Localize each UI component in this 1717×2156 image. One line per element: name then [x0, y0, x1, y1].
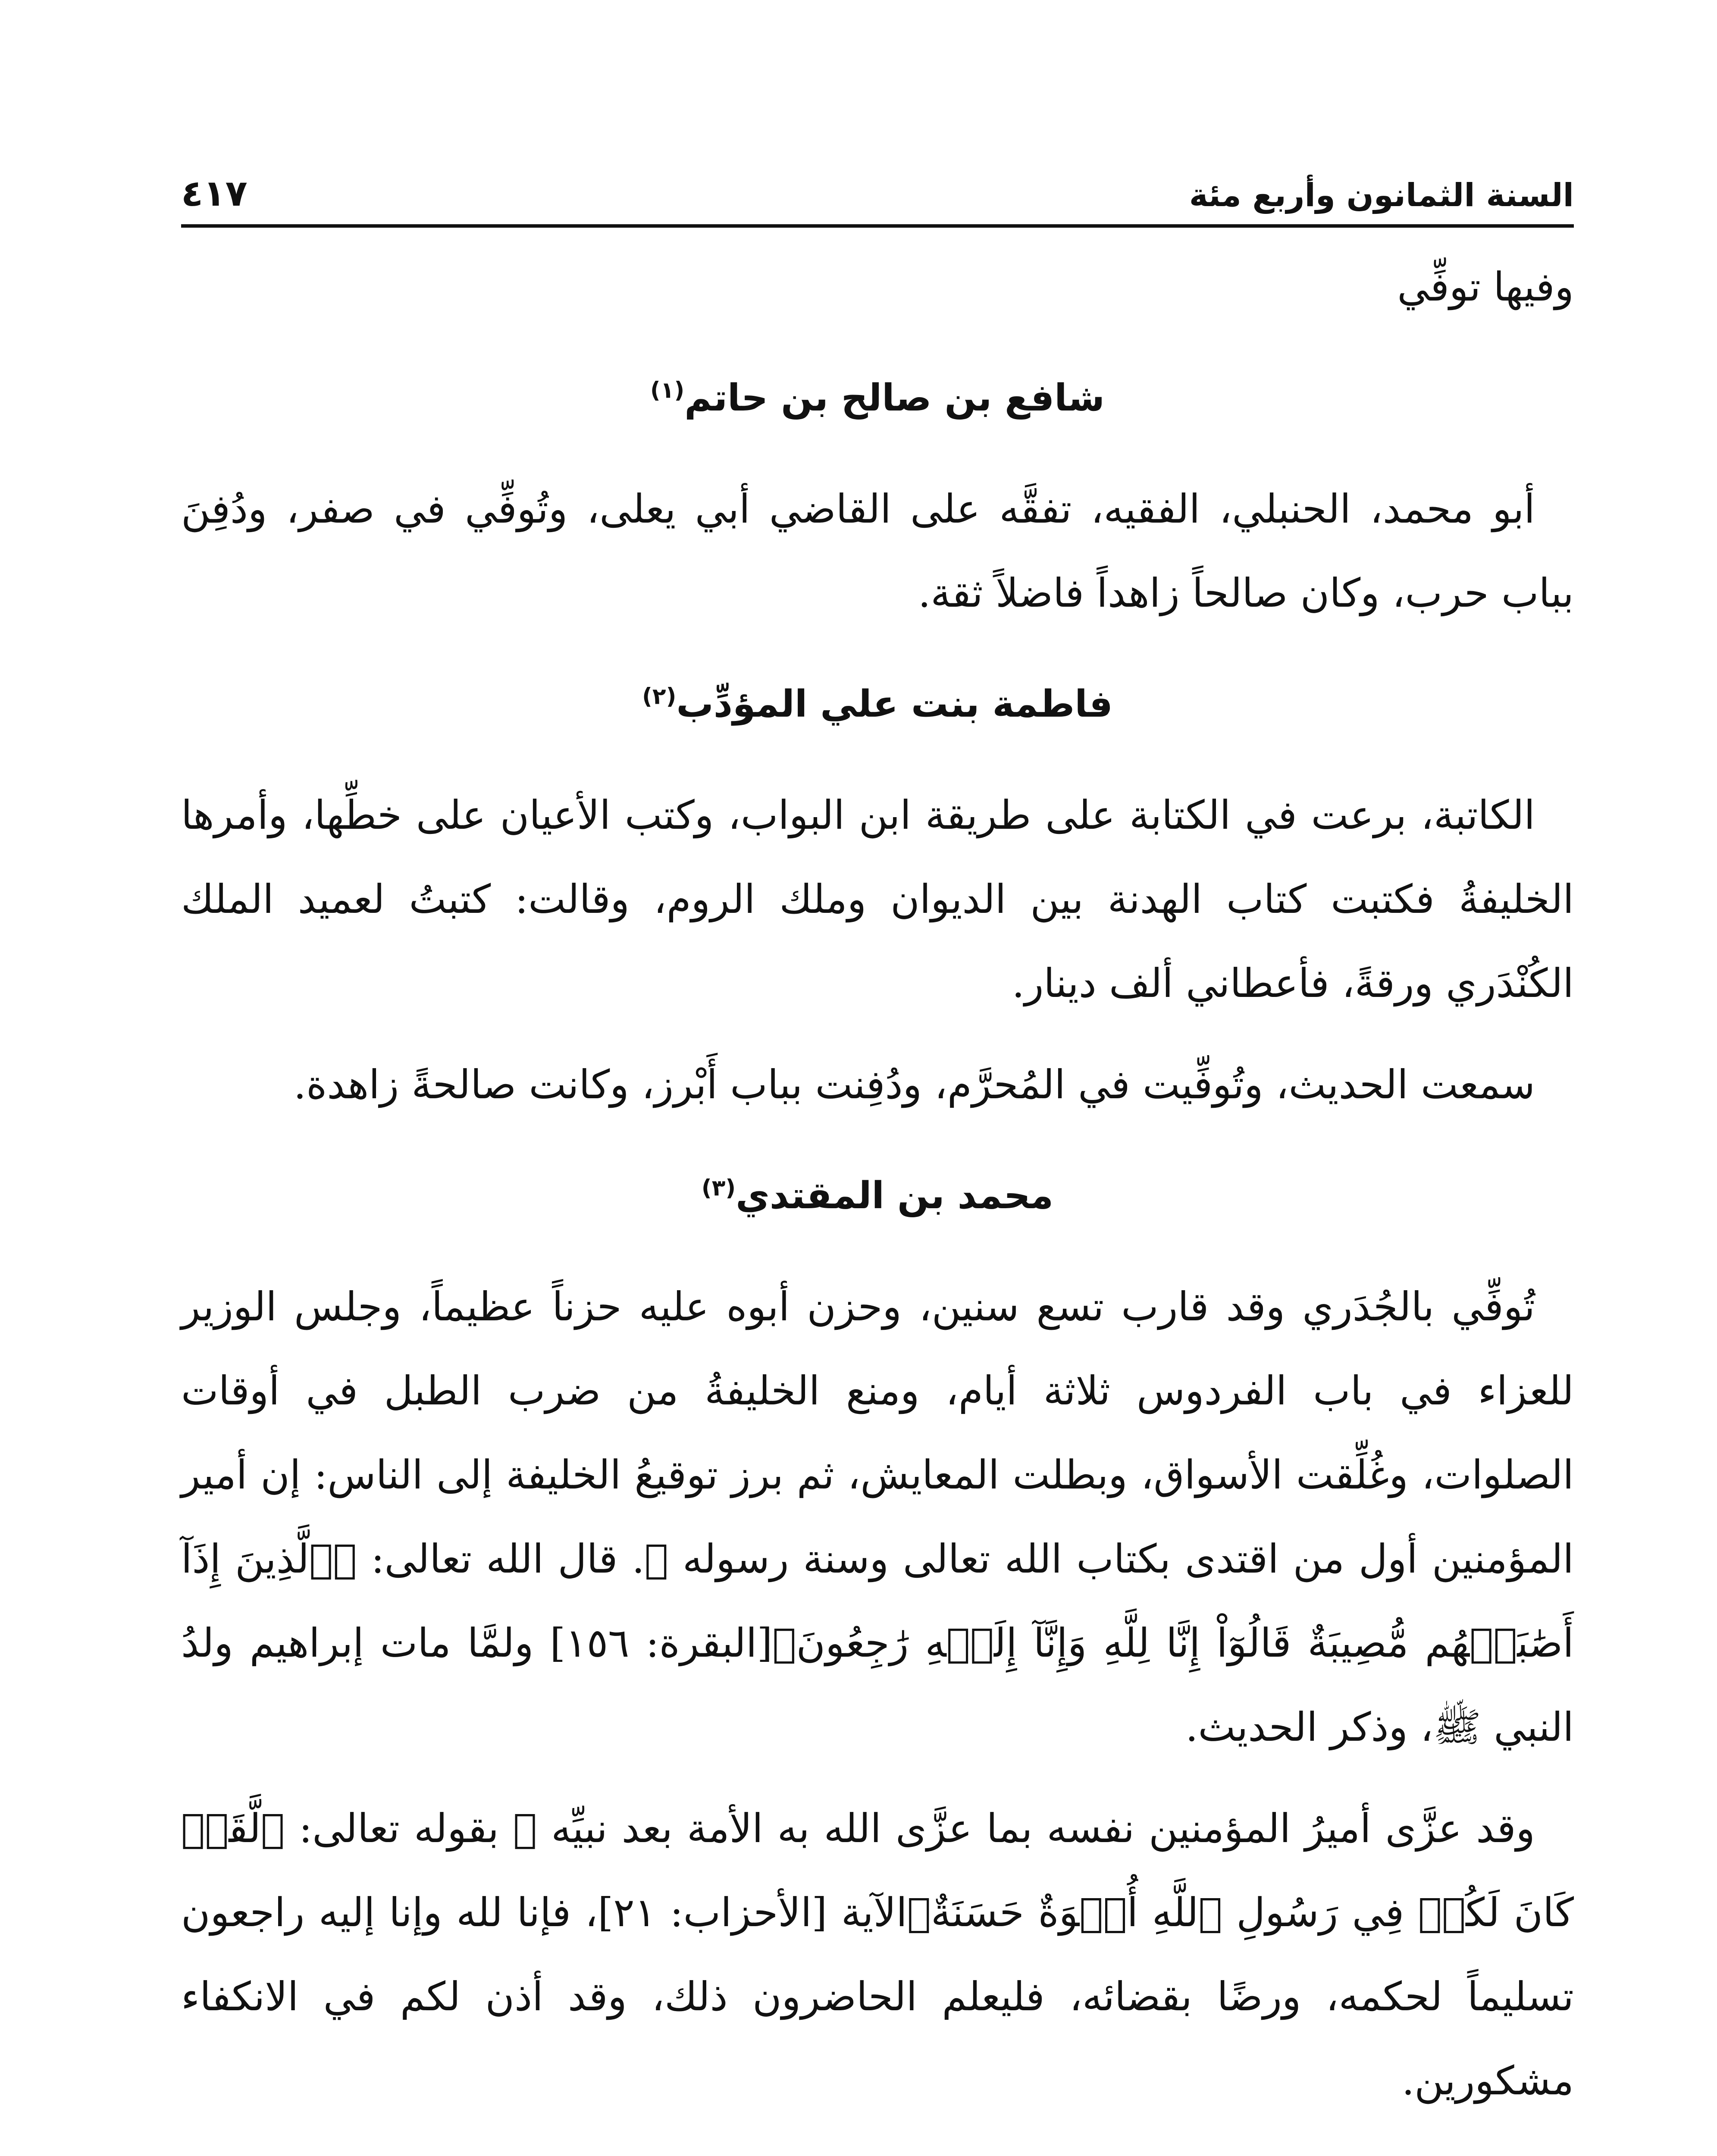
running-header-title: السنة الثمانون وأربع مئة	[1189, 177, 1574, 214]
intro-line: وفيها توفِّي	[1397, 264, 1574, 310]
entry-paragraph: أبو محمد، الحنبلي، الفقيه، تفقَّه على القاضي أبي يعلى، وتُوفِّي في صفر، ودُفِنَ بباب حرب، وكان صالحاً زاهداً فاضلاً ثقة.	[181, 486, 1574, 616]
footnote-ref: (١)	[650, 377, 685, 404]
entry-title	[181, 366, 1574, 430]
entry-paragraph: تُوفِّي بالجُدَري وقد قارب تسع سنين، وحزن أبوه عليه حزناً عظيماً، وجلس الوزير للعزاء في باب الفردوس ثلاثة أيام، ومنع الخليفةُ من ضرب الطبل في أوقات الصلوات، وغُلِّقت الأسواق، وبطلت المعايش، ثم برز توقيعُ الخليفة إلى الناس: إن أمير المؤمنين أول من اقتدى بكتاب الله تعالى وسنة رسوله ﷺ. قال الله تعالى: ﴿ٱلَّذِينَ إِذَآ أَصَٰبَتۡهُم مُّصِيبَةٌ قَالُوٓاْ إِنَّا لِلَّهِ وَإِنَّآ إِلَيۡهِ رَٰجِعُونَ﴾[البقرة: ١٥٦] ولمَّا مات إبراهيم ولدُ النبي ﷺ، وذكر الحديث.	[181, 1284, 1574, 1750]
page-number: ٤١٧	[181, 172, 248, 214]
entry-title	[181, 1163, 1574, 1228]
entry-title-text: محمد بن المقتدي	[736, 1174, 1054, 1217]
entry-title-text: شافع بن صالح بن حاتم	[684, 376, 1105, 420]
footnote-ref: (٢)	[642, 683, 677, 710]
footnote-ref: (٣)	[701, 1175, 736, 1201]
entry-paragraph: الكاتبة، برعت في الكتابة على طريقة ابن البواب، وكتب الأعيان على خطِّها، وأمرها الخليفةُ فكتبت كتاب الهدنة بين الديوان وملك الروم، وقالت: كتبتُ لعميد الملك الكُنْدَري ورقةً، فأعطاني ألف دينار.	[181, 792, 1574, 1006]
entry-title	[181, 672, 1574, 736]
entry-paragraph: وقد عزَّى أميرُ المؤمنين نفسه بما عزَّى الله به الأمة بعد نبيِّه ﷺ بقوله تعالى: ﴿لَّقَدۡ كَانَ لَكُمۡ فِي رَسُولِ ٱللَّهِ أُسۡوَةٌ حَسَنَةٌ﴾الآية [الأحزاب: ٢١]، فإنا لله وإنا إليه راجعون تسليماً لحكمه، ورضًا بقضائه، فليعلم الحاضرون ذلك، وقد أذن لكم في الانكفاء مشكورين.	[181, 1805, 1574, 2104]
book-page	[181, 142, 1574, 2156]
running-header	[181, 142, 1574, 228]
entry-paragraph: سمعت الحديث، وتُوفِّيت في المُحرَّم، ودُفِنت بباب أَبْرز، وكانت صالحةً زاهدة.	[293, 1062, 1535, 1108]
entry-title-text: فاطمة بنت علي المؤدِّب	[676, 683, 1113, 726]
